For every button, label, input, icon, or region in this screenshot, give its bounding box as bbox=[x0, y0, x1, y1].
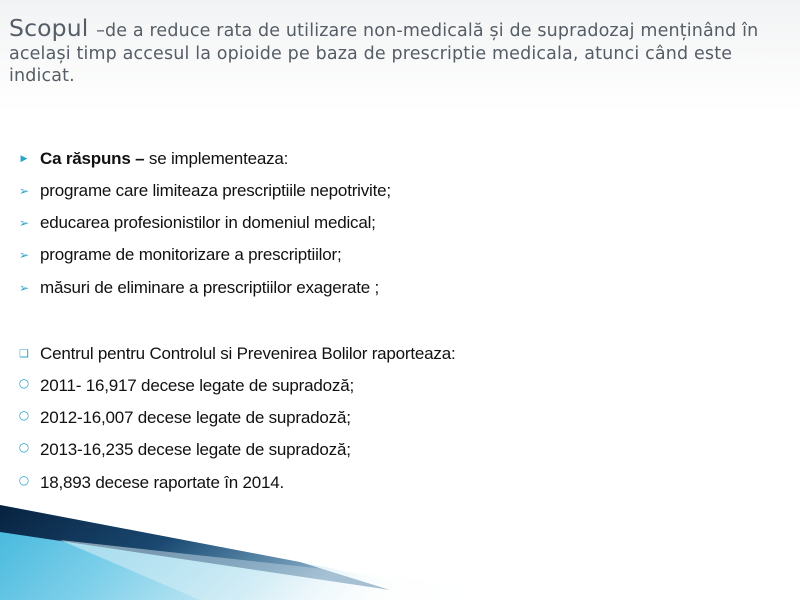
slide-title-rest: –de a reduce rata de utilizare non-medicală și de supradozaj menținând în același timp accesul la opioide pe baza de prescriptie medicala, atunci când este indicat. bbox=[9, 21, 759, 86]
circle-bullet-icon: ○ bbox=[18, 376, 30, 390]
list-item-text: măsuri de eliminare a prescriptiilor exagerate ; bbox=[40, 278, 380, 297]
list-item-text: 18,893 decese raportate în 2014. bbox=[40, 473, 285, 492]
square-bullet-icon: ❑ bbox=[19, 347, 29, 360]
triangle-bullet-icon: ▶ bbox=[20, 154, 28, 164]
circle-bullet-icon: ○ bbox=[18, 440, 30, 454]
arrow-bullet-icon: ➢ bbox=[18, 248, 30, 262]
arrow-bullet-icon: ➢ bbox=[18, 281, 30, 295]
section-header-text: Centrul pentru Controlul si Prevenirea Bolilor raporteaza: bbox=[40, 344, 456, 363]
circle-bullet-icon: ○ bbox=[18, 473, 30, 487]
list-item-text: 2011- 16,917 decese legate de supradoză; bbox=[40, 376, 354, 395]
list-item-text: programe care limiteaza prescriptiile nepotrivite; bbox=[40, 181, 391, 200]
circle-bullet-icon: ○ bbox=[18, 408, 30, 422]
section-header-bold: Ca răspuns – bbox=[40, 149, 149, 168]
list-item-text: programe de monitorizare a prescriptiilor; bbox=[40, 245, 342, 264]
list-item-text: educarea profesionistilor in domeniul medical; bbox=[40, 213, 376, 232]
slide-title-lead: Scopul bbox=[9, 14, 97, 42]
section-header-text: se implementeaza: bbox=[148, 149, 289, 168]
arrow-bullet-icon: ➢ bbox=[18, 216, 30, 230]
list-item-text: 2012-16,007 decese legate de supradoză; bbox=[40, 408, 351, 427]
list-item-text: 2013-16,235 decese legate de supradoză; bbox=[40, 440, 351, 459]
arrow-bullet-icon: ➢ bbox=[18, 184, 30, 198]
